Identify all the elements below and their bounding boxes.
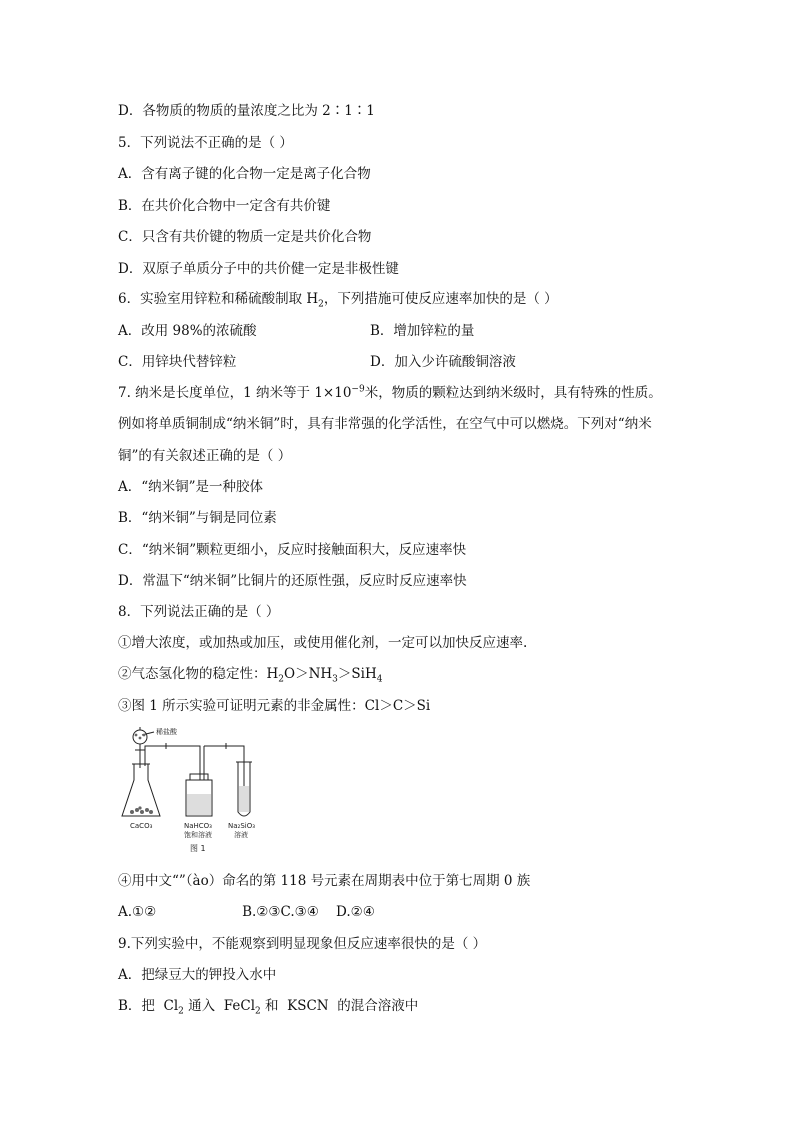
label-nahco3: NaHCO₃: [184, 822, 212, 830]
q6-options-row1: [118, 322, 718, 340]
q7-option-d: D．常温下“纳米铜”比铜片的还原性强，反应时反应速率快: [118, 573, 467, 589]
q7-option-b: B．“纳米铜”与铜是同位素: [118, 510, 277, 526]
q8-item-3: ③图 1 所示实验可证明元素的非金属性：Cl＞C＞Si: [118, 698, 431, 714]
q6-option-d: D．加入少许硫酸铜溶液: [370, 354, 516, 370]
q6-option-b: B．增加锌粒的量: [370, 323, 475, 339]
q5-option-d: D．双原子单质分子中的共价健一定是非极性键: [118, 261, 399, 277]
q6-stem: 6．实验室用锌粒和稀硫酸制取 $H_2$，下列措施可使反应速率加快的是（ ）: [118, 291, 558, 310]
q7-option-a: A．“纳米铜”是一种胶体: [118, 479, 264, 495]
q5-option-b: B．在共价化合物中一定含有共价键: [118, 198, 331, 214]
q8-item-1: ①增大浓度，或加热或加压，或使用催化剂，一定可以加快反应速率.: [118, 635, 528, 651]
q5-stem: 5．下列说法不正确的是（ ）: [118, 135, 293, 151]
label-caco3: CaCO₃: [130, 822, 153, 830]
q7-option-c: C．“纳米铜”颗粒更细小，反应时接触面积大，反应速率快: [118, 542, 467, 558]
label-na2sio3: Na₂SiO₃: [228, 822, 256, 830]
q7-stem-line3: 铜”的有关叙述正确的是（ ）: [118, 448, 292, 464]
q8-answer-options: A.①② B.②③C.③④ D.②④: [118, 904, 375, 920]
q4-option-d: D．各物质的物质的量浓度之比为 2∶1∶1: [118, 103, 375, 119]
q8-item-4: ④用中文“”（ào）命名的第 118 号元素在周期表中位于第七周期 0 族: [118, 873, 531, 889]
q6-option-a: A．改用 98%的浓硫酸: [118, 323, 257, 339]
q6-option-c: C．用锌块代替锌粒: [118, 354, 237, 370]
q7-stem-line2: 例如将单质铜制成“纳米铜”时，具有非常强的化学活性，在空气中可以燃烧。下列对“纳米: [118, 416, 652, 432]
q9-stem: 9.下列实验中，不能观察到明显现象但反应速率很快的是（ ）: [118, 936, 487, 952]
test-tube-liquid: [239, 786, 249, 812]
q9-option-b: B．把 $Cl_2$ 通入 FeCl$_2$ 和 KSCN 的混合溶液中: [118, 998, 419, 1017]
q8-item-2: ②气态氢化物的稳定性：$H_2O>NH_3>SiH_4$: [118, 666, 383, 685]
figure-caption: 图 1: [190, 844, 206, 853]
wash-bottle-liquid: [187, 794, 211, 815]
delivery-tube-1: [145, 746, 200, 780]
q5-option-a: A．含有离子键的化合物一定是离子化合物: [118, 166, 371, 182]
apparatus-diagram: [118, 724, 268, 860]
q7-stem-line1: 7. 纳米是长度单位，1 纳米等于 $1\times 10^{-9}$米，物质的颗粒达到纳米级时，具有特殊的性质。: [118, 384, 662, 401]
q9-option-a: A．把绿豆大的钾投入水中: [118, 967, 277, 983]
q8-stem: 8．下列说法正确的是（ ）: [118, 604, 280, 620]
experiment-figure: [118, 724, 268, 860]
label-na2sio3-note: 溶液: [234, 831, 248, 839]
label-nahco3-note: 饱和溶液: [184, 831, 212, 839]
q5-option-c: C．只含有共价键的物质一定是共价化合物: [118, 229, 372, 245]
label-acid: 稀盐酸: [156, 728, 177, 736]
q6-options-row2: [118, 353, 718, 371]
